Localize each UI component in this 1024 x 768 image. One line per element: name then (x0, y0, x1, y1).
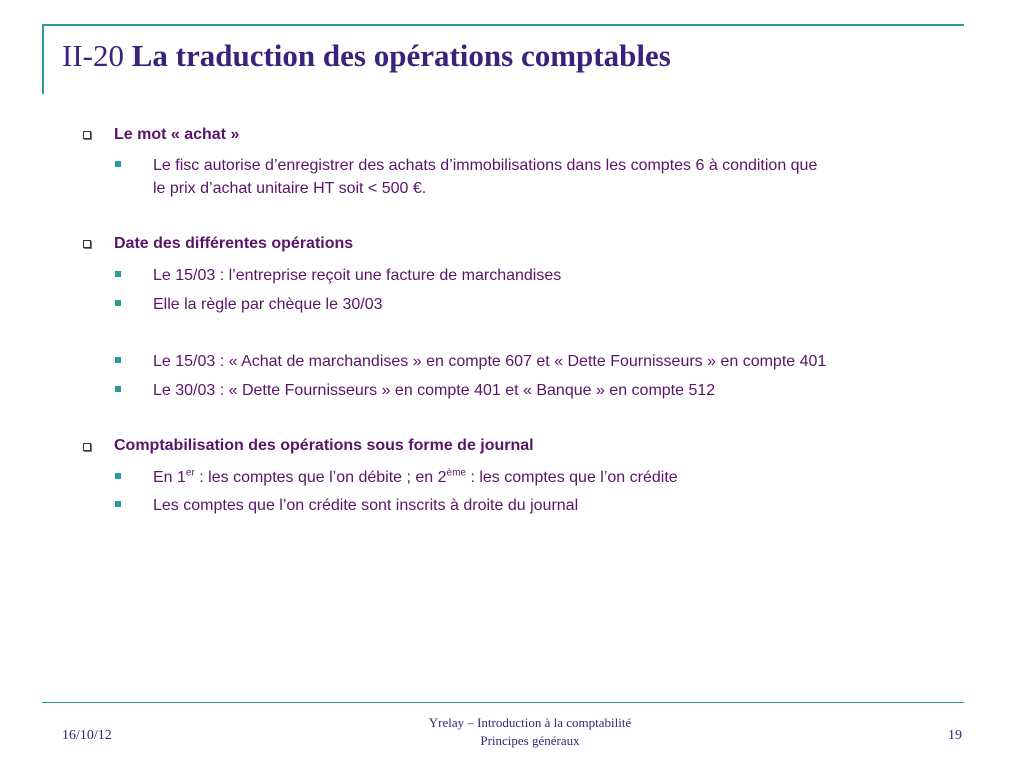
section-title: Comptabilisation des opérations sous forme de journal (114, 437, 534, 454)
list-bullet-icon (115, 473, 121, 479)
section-title: Date des différentes opérations (114, 235, 354, 252)
list-item-line: le prix d’achat unitaire HT soit < 500 €. (153, 180, 427, 197)
list-bullet-icon (115, 386, 121, 392)
footer-divider (42, 702, 964, 703)
list-item: Le 15/03 : « Achat de marchandises » en compte 607 et « Dette Fournisseurs » en compte 401 (153, 353, 827, 370)
list-item: Elle la règle par chèque le 30/03 (153, 296, 383, 313)
footer-page-number: 19 (948, 728, 962, 743)
list-bullet-icon (115, 271, 121, 277)
list-item (153, 466, 678, 489)
frame-left-border (42, 24, 44, 94)
slide-title-text: La traduction des opérations comptables (131, 38, 671, 73)
list-item: Le 30/03 : « Dette Fournisseurs » en compte 401 et « Banque » en compte 512 (153, 382, 716, 399)
list-bullet-icon (115, 161, 121, 167)
list-bullet-icon (115, 357, 121, 363)
slide-number: II-20 (62, 38, 124, 73)
slide-title (62, 38, 671, 74)
section-bullet-icon (83, 443, 91, 451)
footer-caption (330, 714, 730, 750)
section-title: Le mot « achat » (114, 126, 240, 143)
frame-top-border (42, 24, 964, 26)
footer-date: 16/10/12 (62, 728, 112, 743)
list-item: Le 15/03 : l’entreprise reçoit une facture de marchandises (153, 267, 562, 284)
list-item-text: : les comptes que l’on crédite (466, 469, 678, 486)
section-bullet-icon (83, 240, 91, 248)
footer-caption-line: Yrelay – Introduction à la comptabilité (428, 715, 632, 730)
list-item-line: Le fisc autorise d’enregistrer des achats d’immobilisations dans les comptes 6 à condition que (153, 157, 818, 174)
superscript: ème (446, 467, 466, 479)
superscript: er (185, 467, 195, 479)
list-item (153, 154, 817, 200)
list-bullet-icon (115, 300, 121, 306)
list-item-text: En 1 (153, 469, 186, 486)
list-item-text: : les comptes que l’on débite ; en 2 (194, 469, 447, 486)
list-item: Les comptes que l’on crédite sont inscrits à droite du journal (153, 497, 579, 514)
list-bullet-icon (115, 501, 121, 507)
footer-caption-line: Principes généraux (480, 733, 580, 748)
section-bullet-icon (83, 131, 91, 139)
